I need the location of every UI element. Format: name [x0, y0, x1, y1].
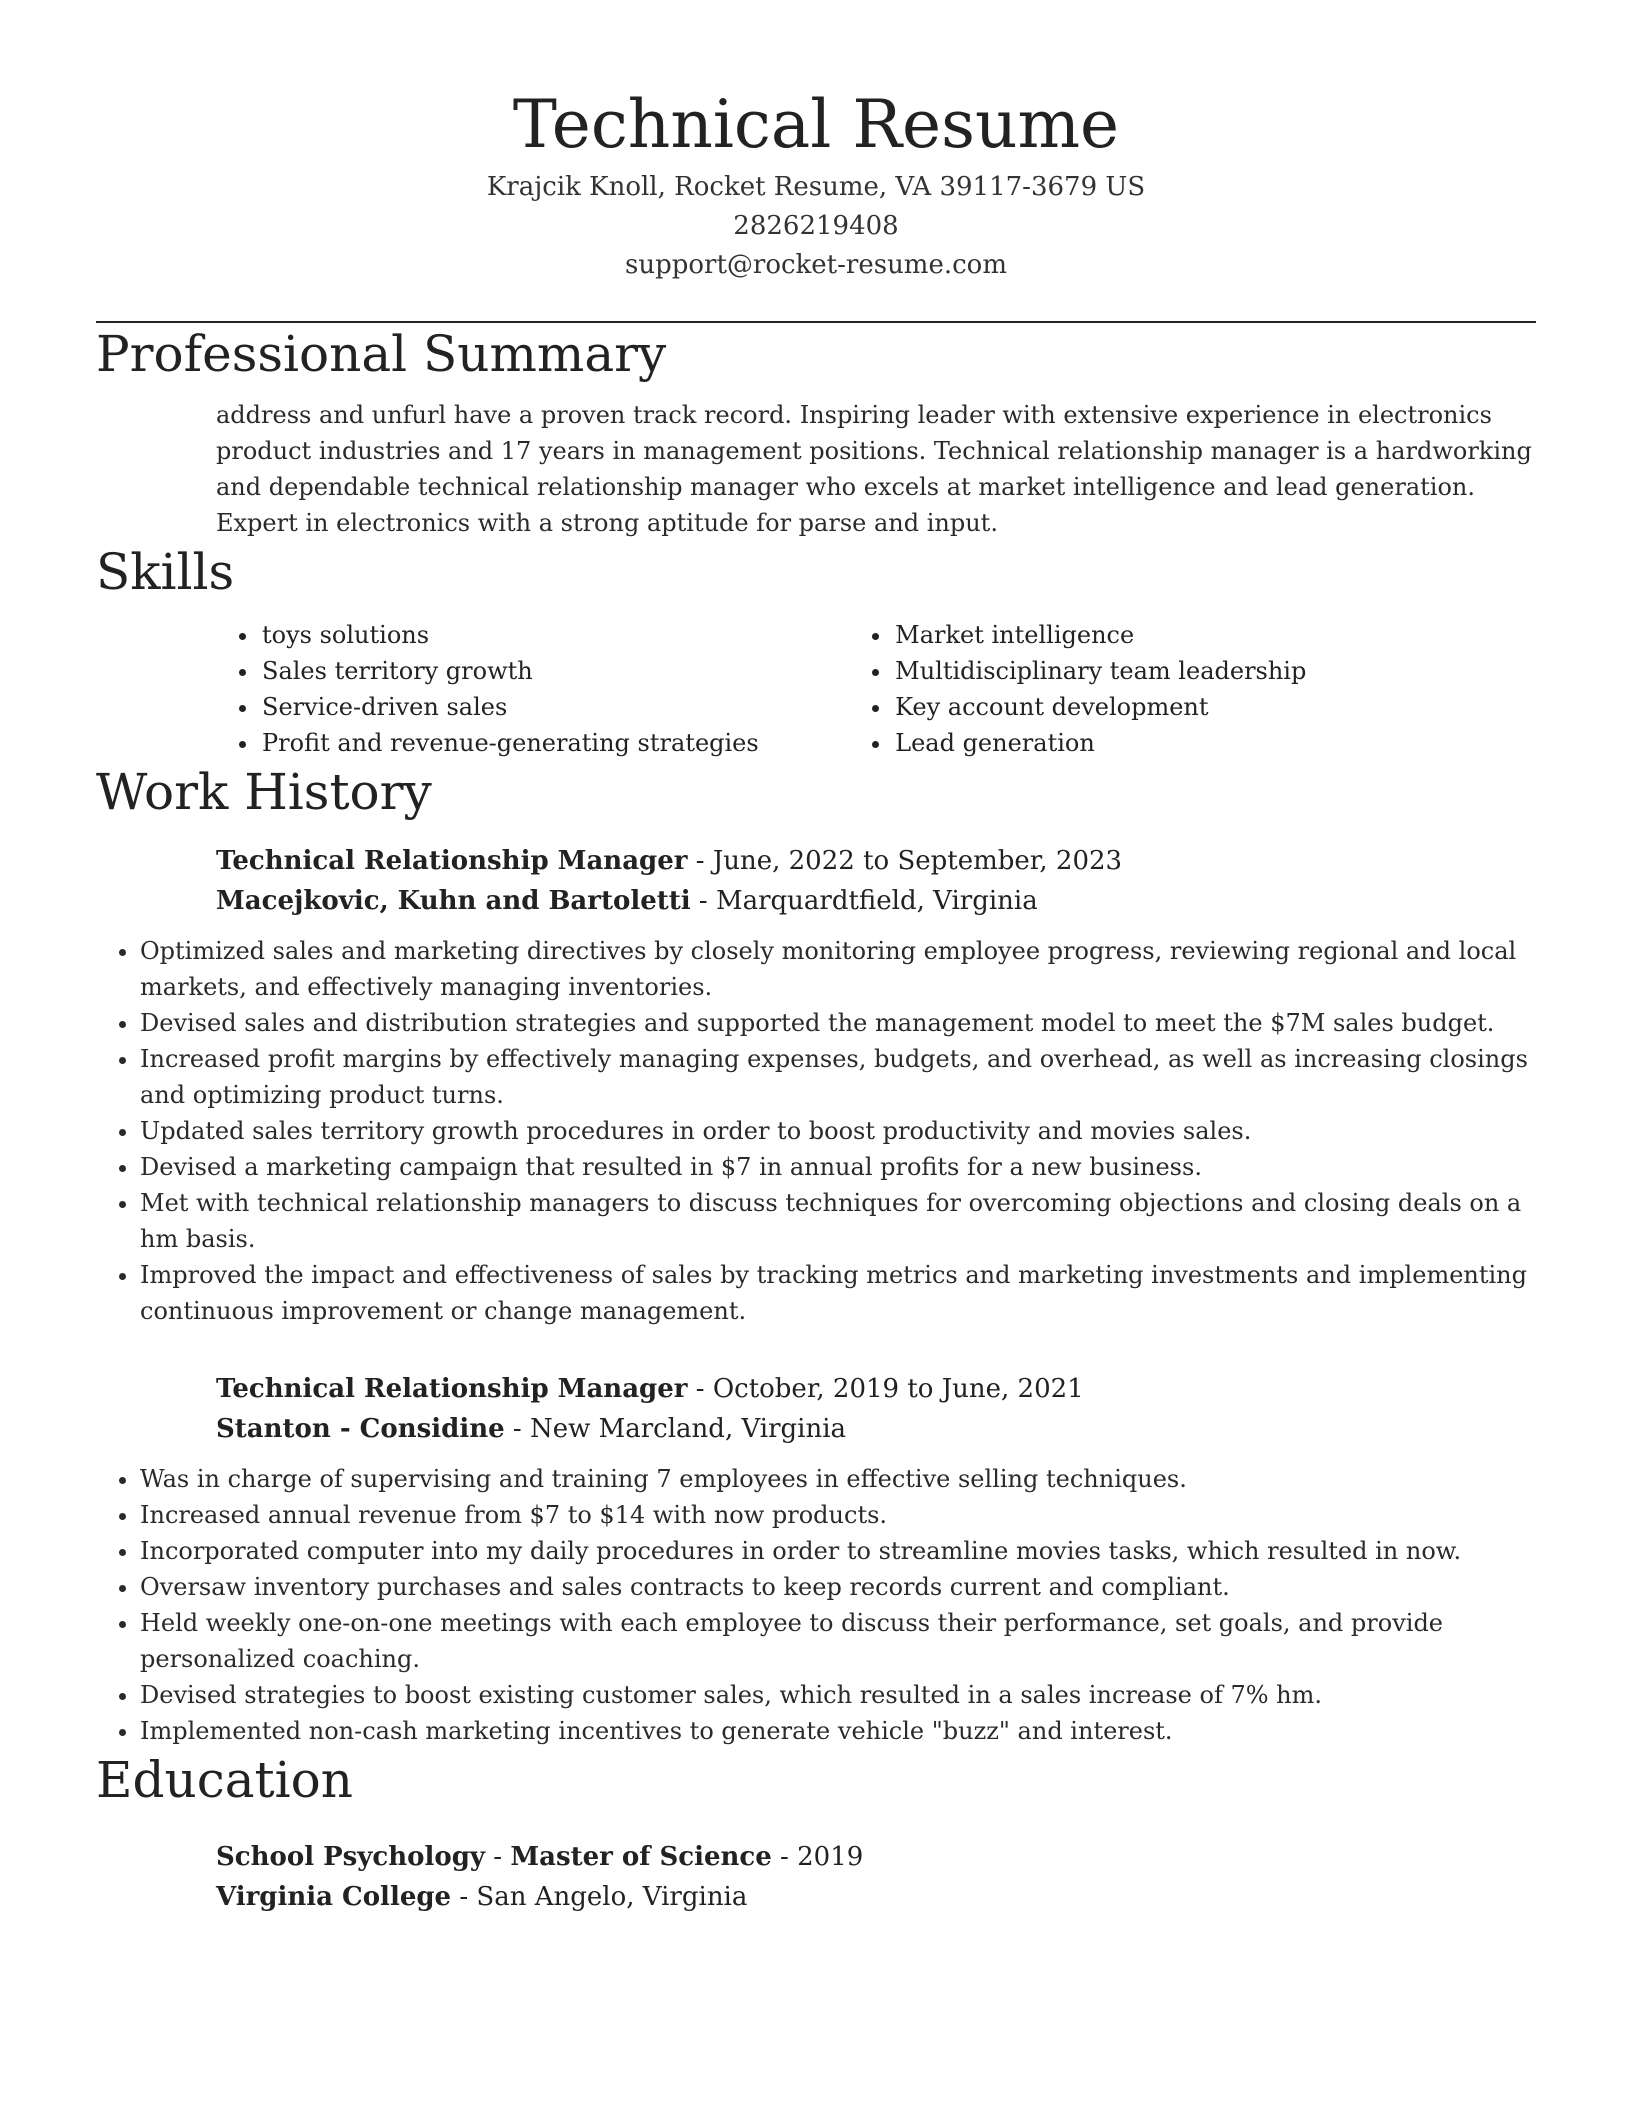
job-bullet: • Was in charge of supervising and training 7 employees in effective selling techniques. — [140, 1461, 1536, 1497]
skills-heading: Skills — [96, 543, 235, 601]
separator: - — [451, 1882, 477, 1912]
separator: - — [687, 846, 713, 876]
job-bullet: • Devised strategies to boost existing customer sales, which resulted in a sales increase of 7% hm. — [140, 1677, 1536, 1713]
work-history-heading: Work History — [96, 763, 432, 821]
job-bullets — [96, 933, 1536, 1329]
job-bullet: • Optimized sales and marketing directives by closely monitoring employee progress, reviewing regional and local markets, and effectively managing inventories. — [140, 933, 1536, 1005]
job-dates: October, 2019 to June, 2021 — [712, 1374, 1084, 1404]
skill-item: • Multidisciplinary team leadership — [893, 653, 1536, 689]
email: support@rocket-resume.com — [624, 250, 1007, 280]
skill-item: • Profit and revenue-generating strategies — [260, 725, 893, 761]
job-bullet: • Implemented non-cash marketing incentives to generate vehicle "buzz" and interest. — [140, 1713, 1536, 1749]
education-field: School Psychology — [216, 1842, 486, 1872]
summary-heading: Professional Summary — [96, 325, 667, 383]
education-degree: Master of Science — [510, 1842, 772, 1872]
education-degree-line — [216, 1837, 1536, 1877]
separator: - — [485, 1842, 511, 1872]
education-school: Virginia College — [216, 1882, 452, 1912]
job-bullet: • Improved the impact and effectiveness of sales by tracking metrics and marketing investments and implementing continuous improvement or change management. — [140, 1257, 1536, 1329]
job-dates: June, 2022 to September, 2023 — [712, 846, 1123, 876]
skills-column-right — [893, 617, 1536, 761]
job-bullet: • Incorporated computer into my daily procedures in order to streamline movies tasks, which resulted in now. — [140, 1533, 1536, 1569]
job-bullet: • Oversaw inventory purchases and sales contracts to keep records current and compliant. — [140, 1569, 1536, 1605]
job-company: Stanton - Considine — [216, 1414, 505, 1444]
skill-item: • Market intelligence — [893, 617, 1536, 653]
education-heading: Education — [96, 1751, 353, 1809]
skill-item: • Lead generation — [893, 725, 1536, 761]
job-company-line — [216, 881, 1536, 921]
contact-info — [96, 168, 1536, 285]
education-entry — [216, 1837, 1536, 1917]
education-location: San Angelo, Virginia — [476, 1882, 748, 1912]
summary-text: address and unfurl have a proven track record. Inspiring leader with extensive experience in electronics product industries and 17 years in management positions. Technical relationship manager is a hardworking and dependable technical relationship manager who excels at market intelligence and lead generation. Expert in electronics with a strong aptitude for parse and input. — [216, 401, 1532, 537]
separator: - — [687, 1374, 713, 1404]
job-bullet: • Met with technical relationship managers to discuss techniques for overcoming objections and closing deals on a hm basis. — [140, 1185, 1536, 1257]
separator: - — [504, 1414, 530, 1444]
job-bullet: • Increased annual revenue from $7 to $14 with now products. — [140, 1497, 1536, 1533]
job-location: New Marcland, Virginia — [529, 1414, 847, 1444]
education-school-line — [216, 1877, 1536, 1917]
resume-title: Technical Resume — [512, 86, 1120, 163]
job-role: Technical Relationship Manager — [216, 1374, 688, 1404]
job-role: Technical Relationship Manager — [216, 846, 688, 876]
job-bullet: • Updated sales territory growth procedures in order to boost productivity and movies sales. — [140, 1113, 1536, 1149]
skill-item: • Service-driven sales — [260, 689, 893, 725]
education-year: 2019 — [797, 1842, 864, 1872]
job-bullet: • Held weekly one-on-one meetings with each employee to discuss their performance, set goals, and provide personalized coaching. — [140, 1605, 1536, 1677]
job-bullet: • Increased profit margins by effectively managing expenses, budgets, and overhead, as well as increasing closings and optimizing product turns. — [140, 1041, 1536, 1113]
phone: 2826219408 — [733, 211, 899, 241]
job-entry — [216, 1369, 1536, 1449]
job-bullets — [96, 1461, 1536, 1749]
resume-header — [96, 0, 1536, 285]
job-entry — [216, 841, 1536, 921]
separator: - — [771, 1842, 798, 1872]
skill-item: • Key account development — [893, 689, 1536, 725]
resume-page — [96, 0, 1536, 1917]
skill-item: • Sales territory growth — [260, 653, 893, 689]
job-title-line — [216, 841, 1536, 881]
separator: - — [690, 886, 716, 916]
job-company-line — [216, 1409, 1536, 1449]
job-title-line — [216, 1369, 1536, 1409]
skills-list — [216, 617, 1536, 761]
job-bullet: • Devised sales and distribution strategies and supported the management model to meet the $7M sales budget. — [140, 1005, 1536, 1041]
job-bullet: • Devised a marketing campaign that resulted in $7 in annual profits for a new business. — [140, 1149, 1536, 1185]
job-company: Macejkovic, Kuhn and Bartoletti — [216, 886, 691, 916]
job-location: Marquardtfield, Virginia — [715, 886, 1038, 916]
address: Krajcik Knoll, Rocket Resume, VA 39117-3679 US — [486, 172, 1146, 202]
skill-item: • toys solutions — [260, 617, 893, 653]
skills-column-left — [216, 617, 893, 761]
